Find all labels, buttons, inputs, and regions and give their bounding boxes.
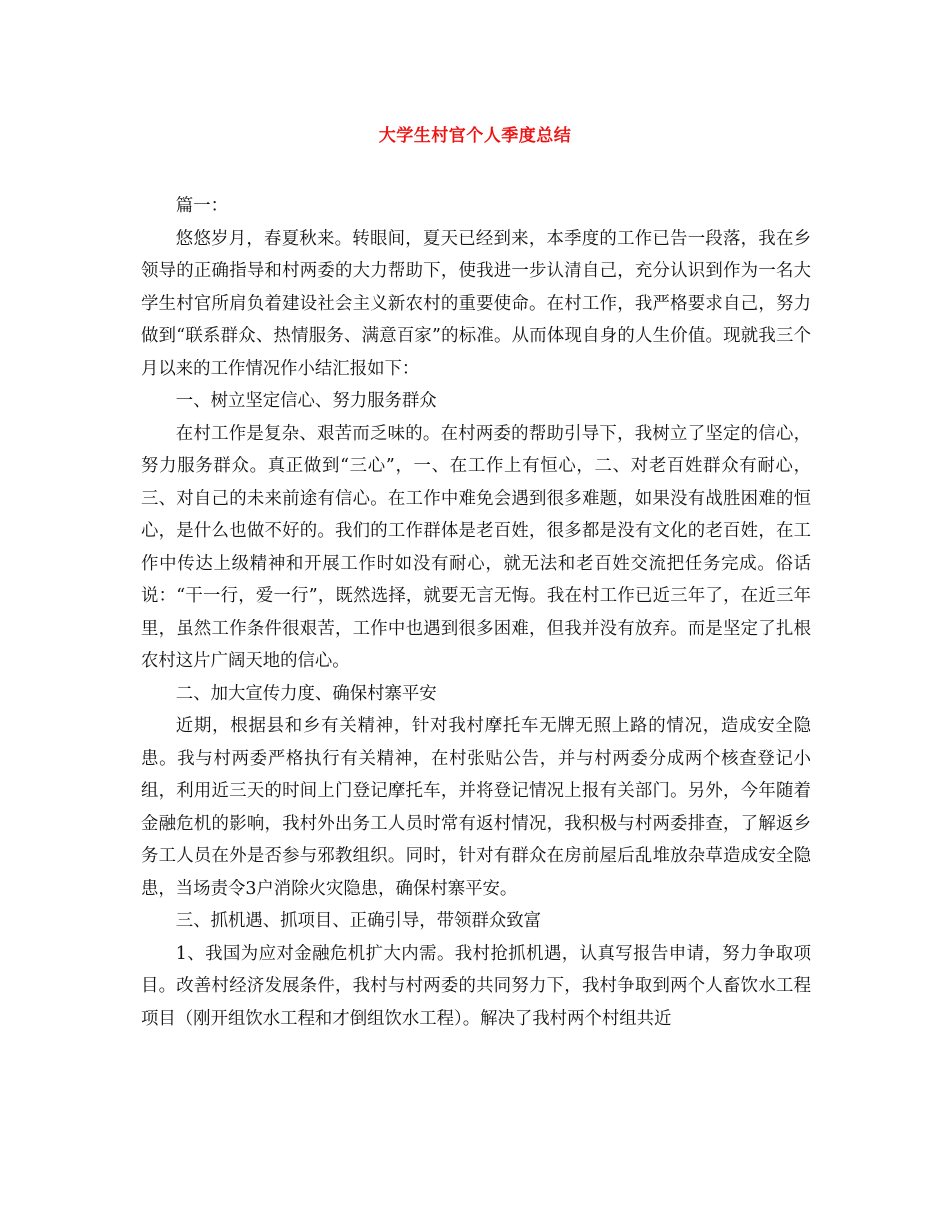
- paragraph-two: 近期，根据县和乡有关精神，针对我村摩托车无牌无照上路的情况，造成安全隐患。我与村两委严格执行有关精神，在村张贴公告，并与村两委分成两个核查登记小组，利用近三天的时间上门登记摩托车，并将登记情况上报有关部门。另外，今年随着金融危机的影响，我村外出务工人员时常有返村情况，我积极与村两委排查，了解返乡务工人员在外是否参与邪教组织。同时，针对有群众在房前屋后乱堆放杂草造成安全隐患，当场责令3户消除火灾隐患，确保村寨平安。: [141, 716, 811, 899]
- heading-two: 二、加大宣传力度、确保村寨平安: [175, 683, 437, 704]
- heading-three: 三、抓机遇、抓项目、正确引导，带领群众致富: [175, 911, 542, 931]
- section-label: 篇一：: [175, 196, 228, 216]
- heading-one: 一、树立坚定信心、努力服务群众: [175, 391, 437, 411]
- document-body: [141, 190, 811, 1035]
- intro-paragraph: 悠悠岁月，春夏秋来。转眼间，夏天已经到来，本季度的工作已告一段落，我在乡领导的正确指导和村两委的大力帮助下，使我进一步认清自己，充分认识到作为一名大学生村官所肩负着建设社会主义新农村的重要使命。在村工作，我严格要求自己，努力做到“联系群众、热情服务、满意百家”的标准。从而体现自身的人生价值。现就我三个月以来的工作情况作小结汇报如下：: [141, 228, 811, 379]
- paragraph-one: 在村工作是复杂、艰苦而乏味的。在村两委的帮助引导下，我树立了坚定的信心，努力服务群众。真正做到“三心”，一、在工作上有恒心，二、对老百姓群众有耐心，三、对自己的未来前途有信心。在工作中难免会遇到很多难题，如果没有战胜困难的恒心，是什么也做不好的。我们的工作群体是老百姓，很多都是没有文化的老百姓，在工作中传达上级精神和开展工作时如没有耐心，就无法和老百姓交流把任务完成。俗话说：“干一行，爱一行”，既然选择，就要无言无悔。我在村工作已近三年了，在近三年里，虽然工作条件很艰苦，工作中也遇到很多困难，但我并没有放弃。而是坚定了扎根农村这片广阔天地的信心。: [141, 423, 811, 671]
- paragraph-three: 1、我国为应对金融危机扩大内需。我村抢抓机遇，认真写报告申请，努力争取项目。改善村经济发展条件，我村与村两委的共同努力下，我村争取到两个人畜饮水工程项目（刚开组饮水工程和才倒组饮水工程）。解决了我村两个村组共近: [141, 943, 811, 1029]
- document-title: 大学生村官个人季度总结: [378, 126, 572, 146]
